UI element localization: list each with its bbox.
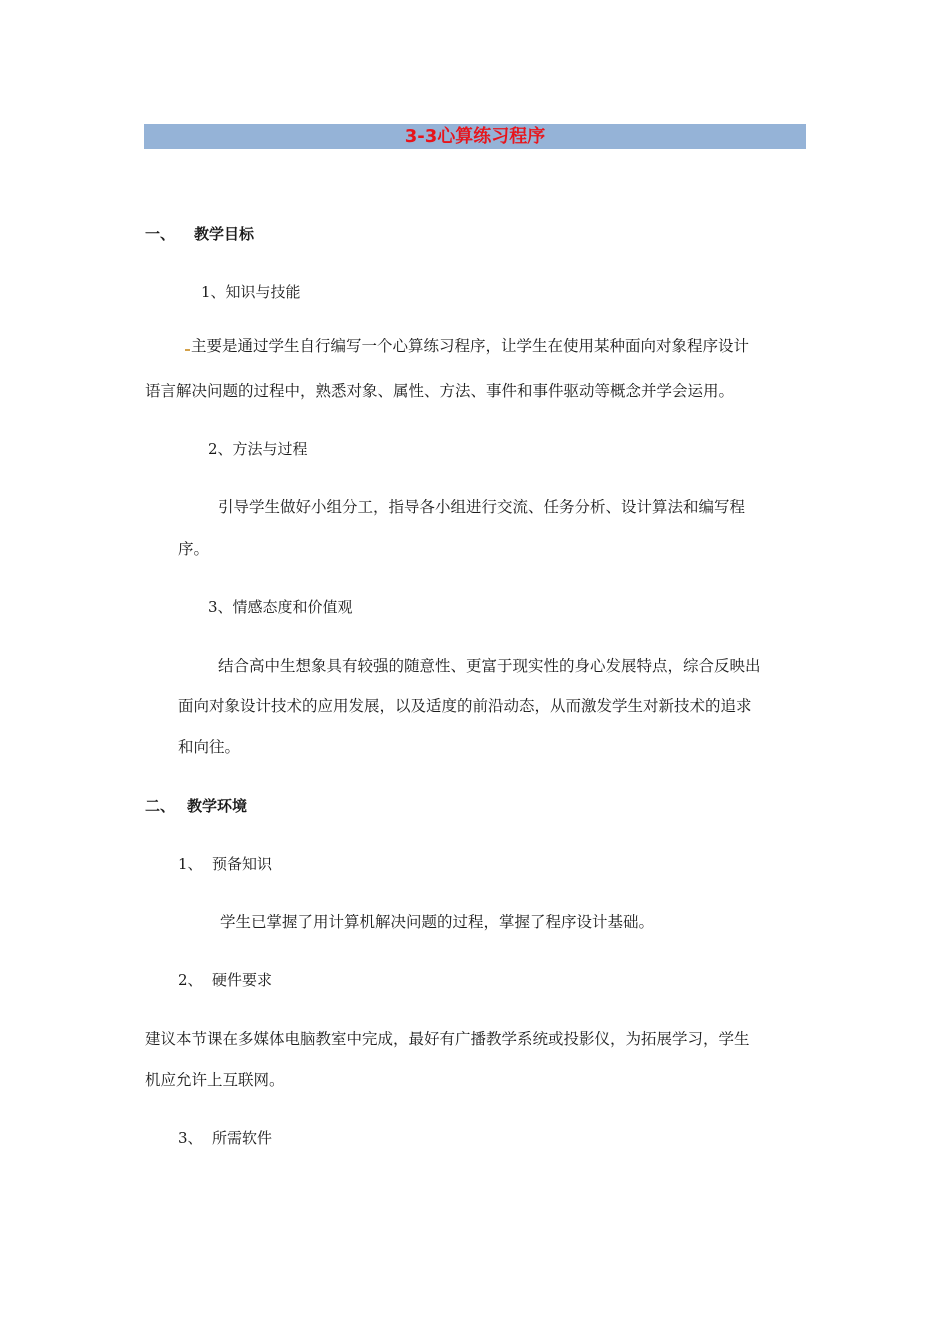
subsection-1-2-heading: 2、方法与过程 [208,440,308,458]
paragraph-line: 学生已掌握了用计算机解决问题的过程，掌握了程序设计基础。 [220,913,655,931]
revision-marker [185,349,190,351]
document-title: 3-3心算练习程序 [404,126,546,147]
subsection-2-2-heading: 硬件要求 [212,971,273,989]
section-2-heading: 教学环境 [187,797,248,815]
paragraph-line: 建议本节课在多媒体电脑教室中完成，最好有广播教学系统或投影仪，为拓展学习，学生 [145,1030,750,1048]
paragraph-line: 语言解决问题的过程中，熟悉对象、属性、方法、事件和事件驱动等概念并学会运用。 [145,382,735,400]
section-1-number: 一、 [145,225,176,243]
subsection-2-2-number: 2、 [178,971,203,989]
paragraph-line: 面向对象设计技术的应用发展，以及适度的前沿动态，从而激发学生对新技术的追求 [178,697,752,715]
title-banner [144,124,806,149]
subsection-2-1-heading: 预备知识 [212,855,273,873]
paragraph-line: 机应允许上互联网。 [145,1071,285,1089]
paragraph-line: 结合高中生想象具有较强的随意性、更富于现实性的身心发展特点，综合反映出 [218,657,761,675]
subsection-2-3-number: 3、 [178,1129,203,1147]
section-2-number: 二、 [145,797,176,815]
subsection-2-3-heading: 所需软件 [212,1129,273,1147]
paragraph-line: 和向往。 [178,738,241,756]
subsection-1-3-heading: 3、情感态度和价值观 [208,598,353,616]
paragraph-line: 引导学生做好小组分工，指导各小组进行交流、任务分析、设计算法和编写程 [218,498,746,516]
subsection-2-1-number: 1、 [178,855,203,873]
subsection-1-1-heading: 1、知识与技能 [201,283,301,301]
section-1-heading: 教学目标 [194,225,255,243]
paragraph-line: 序。 [178,540,210,558]
paragraph-line: 主要是通过学生自行编写一个心算练习程序，让学生在使用某种面向对象程序设计 [185,336,749,356]
